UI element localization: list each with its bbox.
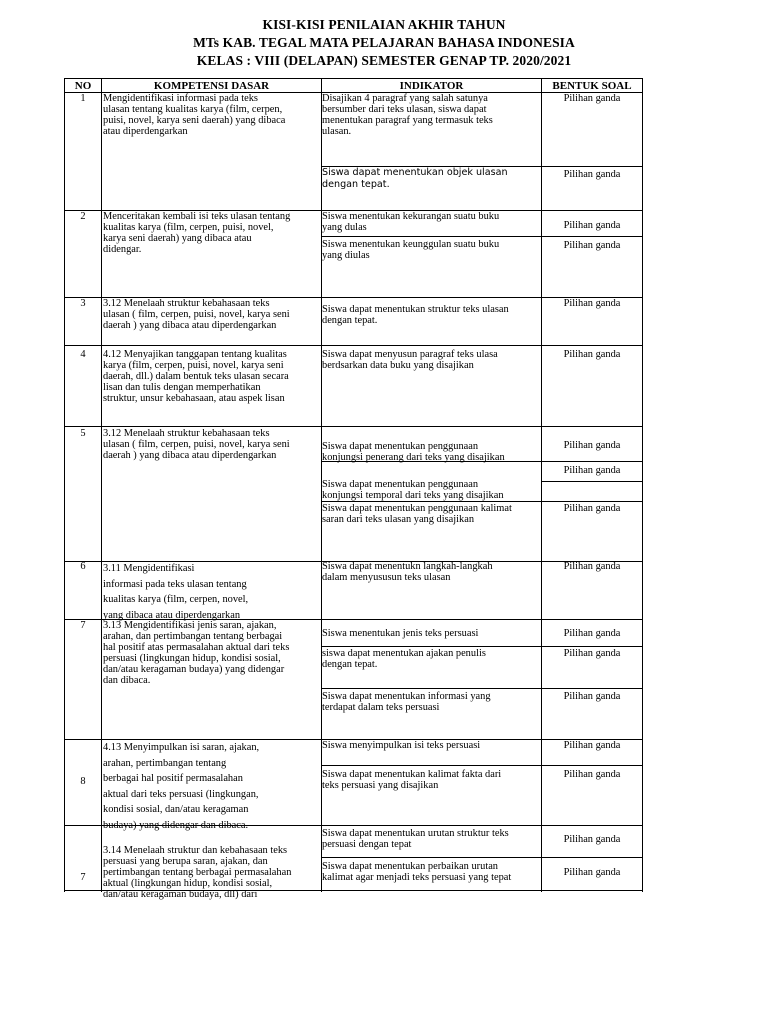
row-number: 4 [80, 349, 86, 360]
header-class-semester: KELAS : VIII (DELAPAN) SEMESTER GENAP TP. 2020/2021 [196, 53, 572, 68]
kompetensi-dasar-cell: Mengidentifikasi informasi pada teks ulasan tentang kualitas karya (film, cerpen, puisi, novel, karya seni daerah) yang dibaca atau diperdengarkan [103, 93, 286, 137]
bentuk-soal-cell: Pilihan ganda [563, 465, 621, 476]
bentuk-soal-cell: Pilihan ganda [563, 628, 621, 639]
kompetensi-dasar-cell: 3.13 Mengidentifikasi jenis saran, ajakan, arahan, dan pertimbangan tentang berbagai hal positif atas permasalahan aktual dari teks persuasi (lingkungan hidup, kondisi sosial, dan/atau keragaman budaya) yang didengar dan dibaca. [103, 620, 290, 686]
bentuk-soal-cell: Pilihan ganda [563, 349, 621, 360]
bentuk-soal-cell: Pilihan ganda [563, 648, 621, 659]
header-school-subject: MTs KAB. TEGAL MATA PELAJARAN BAHASA INDONESIA [193, 35, 575, 50]
kompetensi-dasar-cell: 3.11 Mengidentifikasi informasi pada teks ulasan tentang kualitas karya (film, cerpen, novel, yang dibaca atau diperdengarkan [103, 563, 249, 621]
row-number: 6 [80, 561, 86, 572]
indikator-cell: Siswa dapat menentukan objek ulasan dengan tepat. [322, 167, 508, 190]
document-header [0, 16, 768, 70]
bentuk-soal-cell: Pilihan ganda [563, 240, 621, 251]
bentuk-soal-cell: Pilihan ganda [563, 740, 621, 751]
indikator-cell: Siswa dapat menentukan informasi yang terdapat dalam teks persuasi [322, 691, 491, 713]
bentuk-soal-cell: Pilihan ganda [563, 93, 621, 104]
row-number: 1 [80, 93, 86, 104]
indikator-cell: Siswa dapat menyusun paragraf teks ulasa berdsarkan data buku yang disajikan [322, 349, 498, 371]
indikator-cell: Siswa dapat menentukan penggunaan konjungsi temporal dari teks yang disajikan [322, 479, 504, 501]
bentuk-soal-cell: Pilihan ganda [563, 769, 621, 780]
bentuk-soal-cell: Pilihan ganda [563, 440, 621, 451]
bentuk-soal-cell: Pilihan ganda [563, 834, 621, 845]
kompetensi-dasar-cell: 3.14 Menelaah struktur dan kebahasaan teks persuasi yang berupa saran, ajakan, dan pertimbangan tentang berbagai permasalahan aktual (lingkungan hidup, kondisi sosial, dan/atau keragaman budaya, dll) dari [103, 845, 292, 900]
indikator-cell: Disajikan 4 paragraf yang salah satunya bersumber dari teks ulasan, siswa dapat menentukan paragraf yang termasuk teks ulasan. [322, 93, 493, 137]
bentuk-soal-cell: Pilihan ganda [563, 561, 621, 572]
kompetensi-dasar-cell: 4.13 Menyimpulkan isi saran, ajakan, arahan, pertimbangan tentang berbagai hal positif permasalahan aktual dari teks persuasi (lingkungan, kondisi sosial, dan/atau keragaman budaya) yang didengar dan dibaca. [103, 742, 260, 831]
column-header-indikator: INDIKATOR [399, 80, 464, 92]
bentuk-soal-cell: Pilihan ganda [563, 169, 621, 180]
indikator-cell: Siswa dapat menentukan penggunaan kalimat saran dari teks ulasan yang disajikan [322, 503, 512, 525]
row-number: 7 [80, 620, 86, 631]
indikator-cell: Siswa dapat menentukan struktur teks ulasan dengan tepat. [322, 304, 509, 326]
bentuk-soal-cell: Pilihan ganda [563, 867, 621, 878]
indikator-cell: siswa dapat menentukan ajakan penulis dengan tepat. [322, 648, 486, 670]
column-header-no: NO [74, 80, 92, 92]
indikator-cell: Siswa dapat menentukan urutan struktur teks persuasi dengan tepat [322, 828, 509, 850]
bentuk-soal-cell: Pilihan ganda [563, 503, 621, 514]
indikator-cell: Siswa menentukan jenis teks persuasi [322, 628, 479, 639]
bentuk-soal-cell: Pilihan ganda [563, 691, 621, 702]
row-number: 5 [80, 428, 86, 439]
bentuk-soal-cell: Pilihan ganda [563, 298, 621, 309]
indikator-cell: Siswa dapat menentukan kalimat fakta dari teks persuasi yang disajikan [322, 769, 502, 791]
indikator-cell: Siswa menyimpulkan isi teks persuasi [322, 740, 481, 751]
kisi-kisi-table [64, 78, 643, 900]
indikator-cell: Siswa menentukan kekurangan suatu buku yang dulas [322, 211, 500, 233]
row-number: 7 [80, 872, 86, 883]
indikator-cell: Siswa dapat menentukn langkah-langkah dalam menyususun teks ulasan [322, 561, 493, 583]
row-number: 3 [80, 298, 86, 309]
row-number: 2 [80, 211, 86, 222]
kompetensi-dasar-cell: 4.12 Menyajikan tanggapan tentang kualitas karya (film, cerpen, puisi, novel, karya seni daerah, dll.) dalam bentuk teks ulasan secara lisan dan tulis dengan memperhatikan struktur, unsur kebahasaan, atau aspek lisan [103, 349, 289, 404]
indikator-cell: Siswa menentukan keunggulan suatu buku yang diulas [322, 239, 500, 261]
column-header-kompetensi-dasar: KOMPETENSI DASAR [153, 80, 270, 92]
row-number: 8 [80, 776, 86, 787]
kompetensi-dasar-cell: 3.12 Menelaah struktur kebahasaan teks ulasan ( film, cerpen, puisi, novel, karya seni daerah ) yang dibaca atau diperdengarkan [103, 428, 290, 461]
indikator-cell: Siswa dapat menentukan penggunaan konjungsi penerang dari teks yang disajikan [322, 441, 505, 463]
bentuk-soal-cell: Pilihan ganda [563, 220, 621, 231]
kompetensi-dasar-cell: 3.12 Menelaah struktur kebahasaan teks ulasan ( film, cerpen, puisi, novel, karya seni daerah ) yang dibaca atau diperdengarkan [103, 298, 290, 331]
column-header-bentuk-soal: BENTUK SOAL [552, 80, 632, 92]
indikator-cell: Siswa dapat menentukan perbaikan urutan kalimat agar menjadi teks persuasi yang tepat [322, 861, 512, 883]
kompetensi-dasar-cell: Menceritakan kembali isi teks ulasan tentang kualitas karya (film, cerpen, puisi, novel, karya seni daerah) yang dibaca atau didengar. [103, 211, 291, 255]
header-title: KISI-KISI PENILAIAN AKHIR TAHUN [262, 17, 506, 32]
